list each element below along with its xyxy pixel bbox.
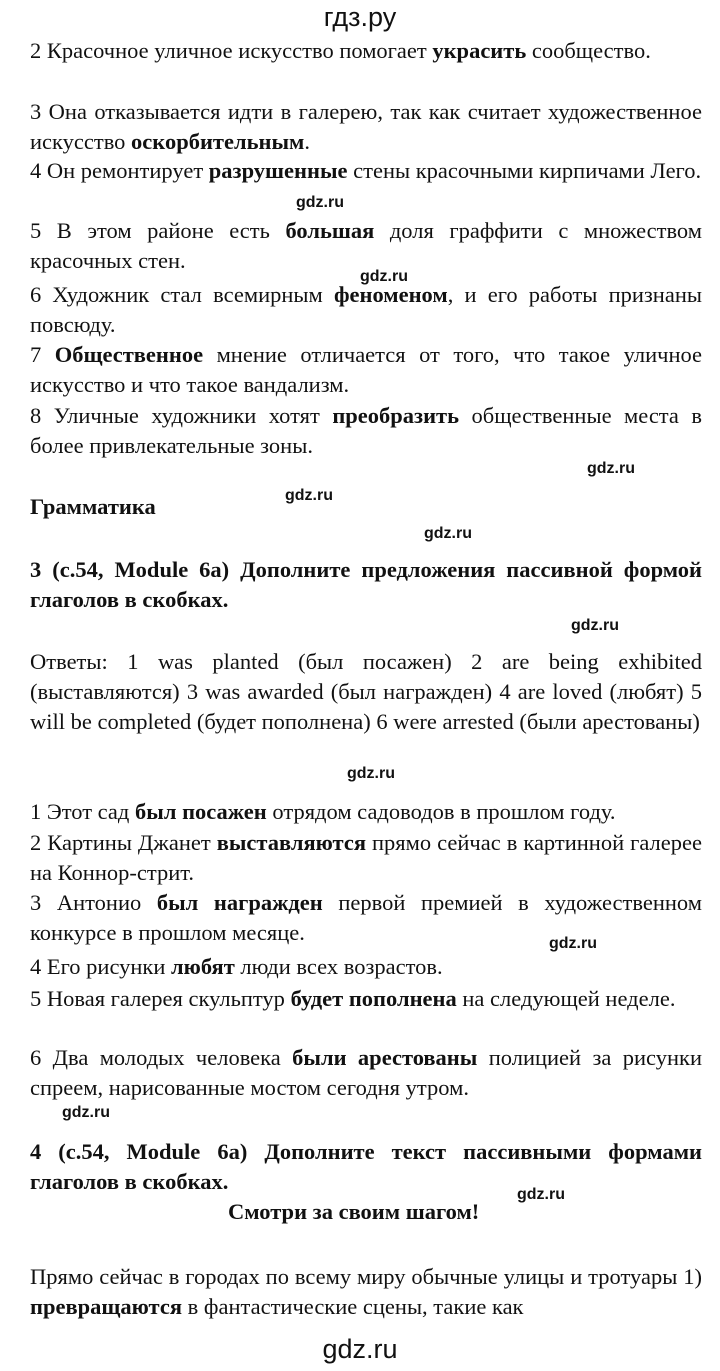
task4-heading: 4 (с.54, Module 6а) Дополните текст пассивными формами глаголов в скобках. (30, 1139, 702, 1194)
task3-sentence-2: 2 Картины Джанет выставляются прямо сейчас в картинной галерее на Коннор-стрит. (30, 830, 702, 885)
watermark: gdz.ru (62, 1104, 110, 1121)
watermark: gdz.ru (517, 1186, 565, 1203)
vocab-sentence-4: 4 Он ремонтирует разрушенные стены красочными кирпичами Лего. (30, 158, 702, 183)
task3-sentence-3: 3 Антонио был награжден первой премией в художественном конкурсе в прошлом месяце. (30, 890, 702, 945)
vocab-sentence-8: 8 Уличные художники хотят преобразить общественные места в более привлекательные зоны. (30, 403, 702, 458)
watermark: gdz.ru (285, 487, 333, 504)
site-footer: gdz.ru (322, 1334, 398, 1364)
task3-answers: Ответы: 1 was planted (был посажен) 2 are being exhibited (выставляются) 3 was awarded (был награжден) 4 are loved (любят) 5 will be completed (будет пополнена) 6 were arrested (были арестованы) (30, 649, 702, 734)
vocab-sentence-7: 7 Общественное мнение отличается от того, что такое уличное искусство и что такое вандализм. (30, 342, 703, 397)
vocab-sentence-5: 5 В этом районе есть большая доля граффити с множеством красочных стен. (30, 218, 702, 273)
site-header: гдз.ру (323, 2, 397, 32)
task3-heading: 3 (с.54, Module 6а) Дополните предложения пассивной формой глаголов в скобках. (30, 557, 702, 612)
watermark: gdz.ru (587, 460, 635, 477)
grammar-heading: Грамматика (30, 494, 156, 519)
task4-text: Прямо сейчас в городах по всему миру обычные улицы и тротуары 1) превращаются в фантастические сцены, такие как (30, 1264, 702, 1319)
vocab-sentence-6: 6 Художник стал всемирным феноменом, и его работы признаны повсюду. (30, 282, 702, 337)
task3-sentence-6: 6 Два молодых человека были арестованы полицией за рисунки спреем, нарисованные мостом сегодня утром. (30, 1045, 702, 1100)
watermark: gdz.ru (347, 765, 395, 782)
watermark: gdz.ru (571, 617, 619, 634)
watermark: gdz.ru (424, 525, 472, 542)
task3-sentence-1: 1 Этот сад был посажен отрядом садоводов в прошлом году. (30, 799, 616, 824)
watermark: gdz.ru (296, 194, 344, 211)
watermark: gdz.ru (549, 935, 597, 952)
task3-sentence-4: 4 Его рисунки любят люди всех возрастов. (30, 954, 443, 979)
task3-sentence-5: 5 Новая галерея скульптур будет пополнена на следующей неделе. (30, 986, 676, 1011)
watermark: gdz.ru (360, 268, 408, 285)
task4-title: Смотри за своим шагом! (228, 1199, 480, 1224)
vocab-sentence-2: 2 Красочное уличное искусство помогает украсить сообщество. (30, 38, 651, 63)
vocab-sentence-3: 3 Она отказывается идти в галерею, так как считает художественное искусство оскорбительным. (30, 99, 702, 154)
